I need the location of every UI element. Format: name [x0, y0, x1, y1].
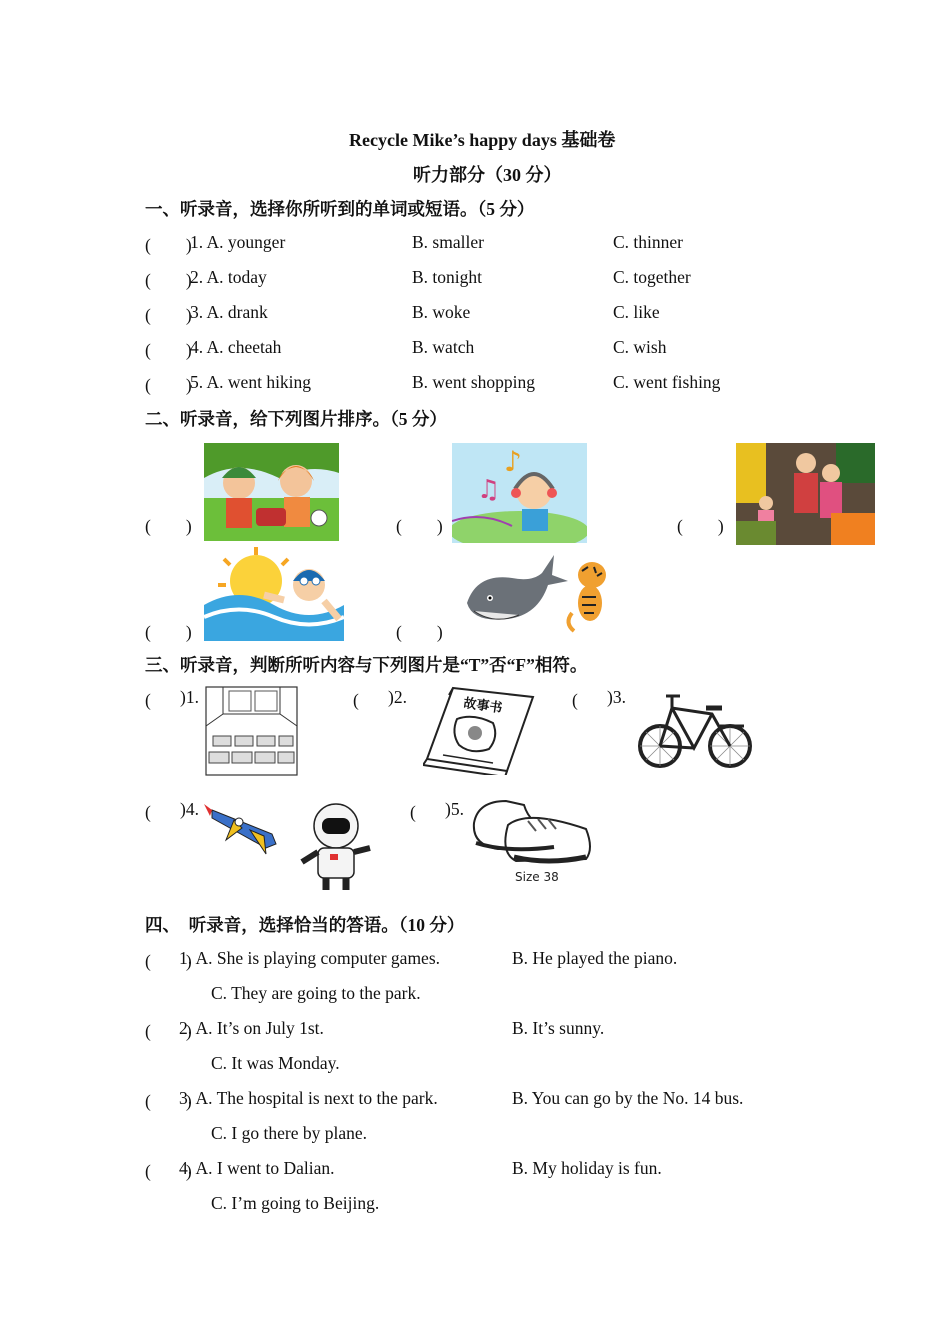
answer-bracket[interactable]: ( ) [145, 622, 192, 642]
option-b: B. My holiday is fun. [512, 1158, 662, 1178]
shopping-picture [736, 443, 875, 545]
book-title: 故事书 [462, 696, 504, 717]
option-a: 4. A. cheetah [190, 337, 282, 357]
answer-bracket[interactable]: ( [572, 690, 613, 710]
option-b: B. You can go by the No. 14 bus. [512, 1088, 744, 1108]
page-subtitle: 听力部分（30 分） [413, 165, 562, 185]
option-c: C. They are going to the park. [211, 983, 421, 1003]
svg-text:♫: ♫ [477, 475, 501, 505]
answer-bracket[interactable]: ( ) [145, 235, 192, 255]
section2-heading: 二、听录音，给下列图片排序。（5 分） [145, 409, 447, 429]
answer-bracket[interactable]: ( ) [396, 516, 443, 536]
item-label: )1. [180, 687, 199, 707]
option-b: B. tonight [412, 267, 483, 287]
rocket-astronaut-picture [204, 796, 379, 894]
option-c: C. wish [613, 337, 667, 357]
item-label: )3. [607, 687, 626, 707]
answer-bracket[interactable]: ( ) [145, 951, 192, 971]
option-a: 1. A. She is playing computer games. [179, 948, 441, 968]
bicycle-picture [636, 686, 754, 778]
page-title: Recycle Mike’s happy days 基础卷 [349, 130, 616, 150]
option-c: C. together [613, 267, 691, 287]
answer-bracket[interactable]: ( [410, 802, 451, 822]
option-a: 4. A. I went to Dalian. [179, 1158, 335, 1178]
option-b: B. went shopping [412, 372, 535, 392]
answer-bracket[interactable]: ( [145, 802, 186, 822]
option-a: 3. A. drank [190, 302, 268, 322]
section1-heading: 一、听录音，选择你所听到的单词或短语。（5 分） [145, 199, 535, 219]
option-b: B. It’s sunny. [512, 1018, 605, 1038]
section4-heading: 四、 听录音，选择恰当的答语。（10 分） [145, 915, 465, 935]
answer-bracket[interactable]: ( ) [396, 622, 443, 642]
option-b: B. watch [412, 337, 475, 357]
option-a: 2. A. It’s on July 1st. [179, 1018, 324, 1038]
item-label: )2. [388, 687, 407, 707]
option-c: C. I go there by plane. [211, 1123, 367, 1143]
answer-bracket[interactable]: ( ) [145, 340, 192, 360]
option-c: C. like [613, 302, 660, 322]
option-a: 1. A. younger [190, 232, 286, 252]
answer-bracket[interactable]: ( ) [145, 1161, 192, 1181]
answer-bracket[interactable]: ( ) [145, 1021, 192, 1041]
answer-bracket[interactable]: ( ) [145, 1091, 192, 1111]
answer-bracket[interactable]: ( ) [145, 375, 192, 395]
swimming-picture [204, 545, 344, 641]
option-c: C. I’m going to Beijing. [211, 1193, 380, 1213]
item-label: )4. [180, 799, 199, 819]
option-c: C. It was Monday. [211, 1053, 340, 1073]
answer-bracket[interactable]: ( ) [145, 270, 192, 290]
option-b: B. smaller [412, 232, 484, 252]
shoes-picture [468, 795, 596, 885]
answer-bracket[interactable]: ( [145, 690, 186, 710]
section3-heading: 三、听录音，判断所听内容与下列图片是“T”否“F”相符。 [145, 655, 588, 675]
music-picture [452, 443, 587, 543]
whale-tiger-picture [462, 553, 617, 643]
picnic-picture [204, 443, 339, 541]
option-b: B. woke [412, 302, 471, 322]
option-a: 5. A. went hiking [190, 372, 312, 392]
answer-bracket[interactable]: ( ) [145, 516, 192, 536]
answer-bracket[interactable]: ( [353, 690, 394, 710]
item-label: )5. [445, 799, 464, 819]
answer-bracket[interactable]: ( ) [677, 516, 724, 536]
option-c: C. thinner [613, 232, 683, 252]
classroom-picture [205, 686, 298, 776]
option-c: C. went fishing [613, 372, 721, 392]
svg-text:♪: ♪ [504, 445, 522, 478]
option-a: 3. A. The hospital is next to the park. [179, 1088, 438, 1108]
answer-bracket[interactable]: ( ) [145, 305, 192, 325]
option-a: 2. A. today [190, 267, 267, 287]
storybook-picture [423, 685, 535, 775]
shoe-size-label: Size 38 [515, 870, 559, 884]
option-b: B. He played the piano. [512, 948, 678, 968]
